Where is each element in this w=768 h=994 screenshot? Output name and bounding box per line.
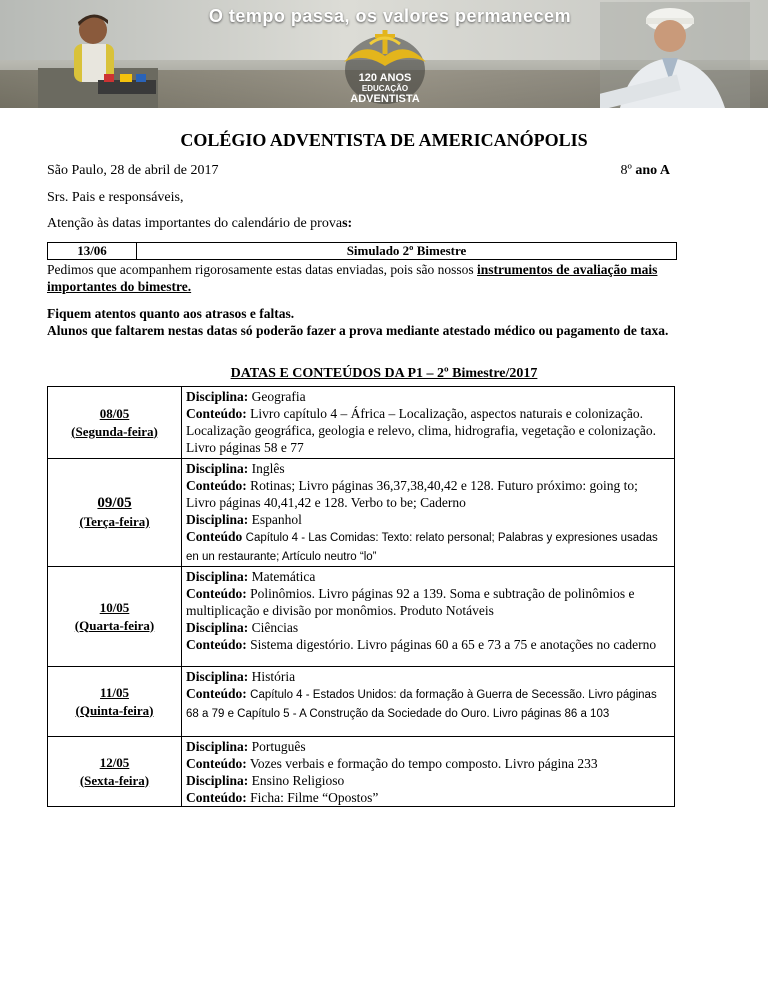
exam-weekday: (Sexta-feira): [79, 772, 150, 788]
header-banner: [0, 0, 768, 108]
table-row: [48, 387, 675, 459]
greeting: Srs. Pais e responsáveis,: [47, 190, 184, 205]
content-label: Conteúdo:: [186, 586, 247, 601]
discipline-label: Disciplina:: [186, 620, 249, 635]
day-cell: [48, 567, 182, 667]
table-row: [48, 737, 675, 807]
notice-paragraph: [47, 261, 727, 295]
discipline-name: Ensino Religioso: [251, 773, 345, 788]
subject-line: [186, 738, 670, 755]
class-name: ano A: [635, 163, 670, 178]
content-line: [186, 789, 670, 806]
content-line: [186, 636, 670, 653]
content-text: Capítulo 4 - Estados Unidos: da formação à Guerra de Secessão. Livro páginas 68 a 79 e Capítulo 5 - A Construção da Sociedade do Ouro. Livro páginas 86 a 103: [186, 689, 657, 720]
attention-text: Atenção às datas importantes do calendário de prova: [47, 216, 343, 231]
discipline-label: Disciplina:: [186, 512, 249, 527]
content-line: [186, 755, 670, 772]
day-cell: [48, 737, 182, 807]
warning-block: [47, 305, 727, 339]
school-name: COLÉGIO ADVENTISTA DE AMERICANÓPOLIS: [180, 130, 588, 150]
content-label: Conteúdo:: [186, 406, 247, 421]
discipline-label: Disciplina:: [186, 461, 249, 476]
content-text: Ficha: Filme “Opostos”: [250, 790, 379, 805]
content-label: Conteúdo:: [186, 686, 247, 701]
table-row: [48, 567, 675, 667]
subject-line: [186, 668, 670, 685]
schedule-title: DATAS E CONTEÚDOS DA P1 – 2º Bimestre/2017: [230, 366, 538, 381]
discipline-name: Geografia: [251, 389, 306, 404]
discipline-name: Português: [251, 739, 306, 754]
table-row: [48, 667, 675, 737]
discipline-name: História: [251, 669, 296, 684]
content-label: Conteúdo: [186, 529, 243, 544]
content-text: Livro capítulo 4 – África – Localização, aspectos naturais e colonização. Localização geográfica, geologia e relevo, clima, hidrografia, vegetação e colonização. Livro páginas 58 e 77: [186, 406, 656, 455]
discipline-name: Ciências: [251, 620, 299, 635]
simulado-box: [47, 242, 677, 260]
content-text: Rotinas; Livro páginas 36,37,38,40,42 e 128. Futuro próximo: going to; Livro páginas 40,41,42 e 128. Verbo to be; Caderno: [186, 478, 638, 510]
exam-date: 08/05: [99, 405, 130, 421]
emblem-brand: ADVENTISTA: [350, 93, 420, 105]
subject-line: [186, 460, 670, 477]
content-text: Polinômios. Livro páginas 92 a 139. Soma e subtração de polinômios e multiplicação e divisão por monômios. Produto Notáveis: [186, 586, 635, 618]
content-line: [186, 405, 670, 456]
subject-line: [186, 619, 670, 636]
discipline-label: Disciplina:: [186, 389, 249, 404]
content-text: Capítulo 4 - Las Comidas: Texto: relato personal; Palabras y expresiones usadas en un restaurante; Artículo neutro “lo”: [186, 532, 658, 563]
content-cell: [182, 567, 675, 667]
exam-weekday: (Quinta-feira): [75, 702, 154, 718]
professional-photo: [600, 2, 750, 108]
discipline-name: Inglês: [251, 461, 285, 476]
content-cell: [182, 459, 675, 567]
subject-line: [186, 772, 670, 789]
attention-line: [47, 216, 352, 232]
table-row: [48, 459, 675, 567]
discipline-label: Disciplina:: [186, 773, 249, 788]
content-label: Conteúdo:: [186, 478, 247, 493]
banner-slogan: O tempo passa, os valores permanecem: [208, 6, 572, 26]
day-cell: [48, 387, 182, 459]
exam-weekday: (Segunda-feira): [71, 423, 158, 439]
warning-absence: Alunos que faltarem nestas datas só poderão fazer a prova mediante atestado médico ou pagamento de taxa.: [47, 323, 669, 338]
emblem-years: 120 ANOS: [358, 72, 412, 84]
exam-weekday: (Terça-feira): [79, 514, 150, 529]
emblem-subtitle: EDUCAÇÃO: [361, 84, 409, 93]
exam-date: 09/05: [97, 495, 132, 511]
day-cell: [48, 667, 182, 737]
content-line: [186, 685, 670, 723]
exam-date: 11/05: [100, 684, 129, 700]
notice-emphasis: instrumentos de avaliação mais importantes do bimestre.: [47, 262, 658, 294]
content-label: Conteúdo:: [186, 790, 247, 805]
place-date: São Paulo, 28 de abril de 2017: [47, 163, 219, 178]
content-line: [186, 477, 670, 511]
day-cell: [48, 459, 182, 567]
discipline-name: Matemática: [251, 569, 316, 584]
subject-line: [186, 511, 670, 528]
content-label: Conteúdo:: [186, 756, 247, 771]
subject-line: [186, 388, 670, 405]
content-cell: [182, 737, 675, 807]
discipline-name: Espanhol: [251, 512, 302, 527]
exam-date: 12/05: [99, 754, 130, 770]
exam-weekday: (Quarta-feira): [74, 617, 155, 633]
content-line: [186, 585, 670, 619]
content-line: [186, 528, 670, 566]
warning-attention: Fiquem atentos quanto aos atrasos e faltas.: [47, 306, 295, 321]
content-text: Vozes verbais e formação do tempo composto. Livro página 233: [249, 756, 598, 771]
notice-text: Pedimos que acompanhem rigorosamente estas datas enviadas, pois são nossos: [47, 262, 478, 277]
discipline-label: Disciplina:: [186, 569, 249, 584]
content-label: Conteúdo:: [186, 637, 247, 652]
content-text: Sistema digestório. Livro páginas 60 a 65 e 73 a 75 e anotações no caderno: [250, 637, 657, 652]
student-photo: [38, 8, 158, 108]
content-cell: [182, 667, 675, 737]
simulado-title: Simulado 2º Bimestre: [346, 243, 467, 258]
content-cell: [182, 387, 675, 459]
subject-line: [186, 568, 670, 585]
exam-date: 10/05: [99, 599, 130, 615]
discipline-label: Disciplina:: [186, 669, 249, 684]
attention-tail: s:: [342, 216, 353, 231]
exam-schedule-table: [47, 386, 675, 807]
class-label: [621, 163, 670, 179]
discipline-label: Disciplina:: [186, 739, 249, 754]
class-number: 8º: [620, 163, 632, 178]
simulado-date: 13/06: [48, 243, 137, 259]
